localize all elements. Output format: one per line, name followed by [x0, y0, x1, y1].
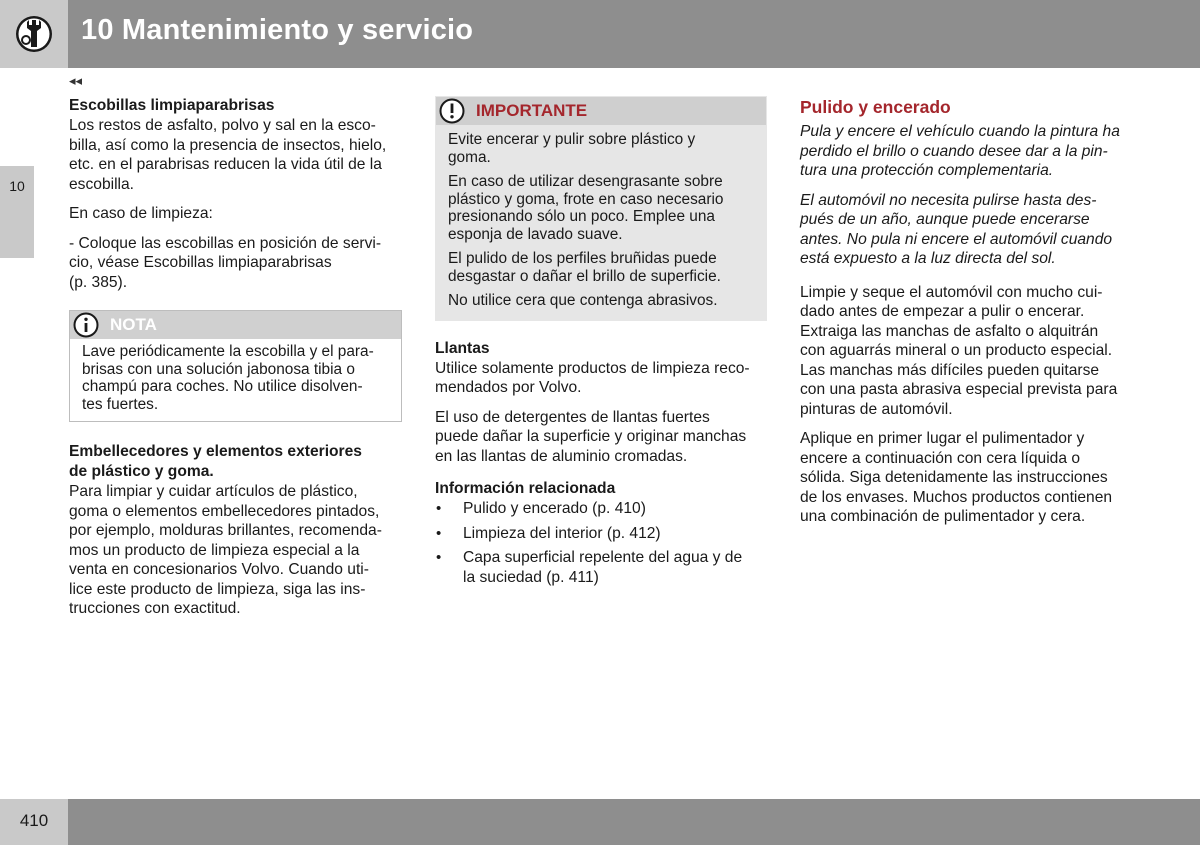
note-box — [69, 310, 402, 422]
column-middle — [435, 96, 767, 592]
note-body: Lave periódicamente la escobilla y el para- brisas con una solución jabonosa tibia o champú para coches. No utilice disolven- tes fuertes. — [82, 343, 374, 413]
wipers-paragraph-2: En caso de limpieza: — [69, 205, 213, 222]
important-label: IMPORTANTE — [476, 101, 588, 120]
important-paragraph-2: En caso de utilizar desengrasante sobre plástico y goma, frote en caso necesario presionando sólo un poco. Emplee una esponja de lavado suave. — [448, 173, 724, 243]
trim-heading: Embellecedores y elementos exteriores de plástico y goma. — [69, 443, 362, 480]
column-right — [800, 96, 1136, 537]
important-box — [435, 96, 767, 321]
important-box-header — [436, 97, 766, 125]
column-left — [69, 96, 402, 629]
wipers-page-ref[interactable]: (p. 385). — [69, 273, 128, 291]
chapter-tab-label: 10 — [9, 178, 25, 194]
info-icon — [73, 312, 99, 338]
polishing-intro-1: Pula y encere el vehículo cuando la pintura ha perdido el brillo o cuando desee dar a la pin- tura una protección complementaria. — [800, 123, 1120, 179]
polishing-paragraph-4: Aplique en primer lugar el pulimentador y encere a continuación con cera líquida o sólida. Siga detenidamente las instrucciones de los envases. Muchos productos contienen una combinación de pulimentador y cera. — [800, 430, 1113, 525]
related-link-interior-cleaning[interactable]: • Limpieza del interior (p. 412) — [436, 524, 661, 542]
important-body — [436, 125, 766, 320]
chapter-side-tab[interactable] — [0, 166, 34, 258]
wipers-heading: Escobillas limpiaparabrisas — [69, 97, 275, 114]
note-box-header — [70, 311, 401, 339]
chapter-title: 10 Mantenimiento y servicio — [81, 14, 474, 46]
related-info-heading: Información relacionada — [435, 480, 616, 497]
related-link-polishing[interactable]: • Pulido y encerado (p. 410) — [436, 500, 646, 517]
llantas-heading: Llantas — [435, 339, 490, 357]
wipers-paragraph-1: Los restos de asfalto, polvo y sal en la esco- billa, así como la presencia de insectos, hielo, etc. en el parabrisas reducen la vida útil de la escobilla. — [69, 117, 387, 193]
important-paragraph-4: No utilice cera que contenga abrasivos. — [448, 292, 718, 309]
wipers-paragraph-3: - Coloque las escobillas en posición de servi- cio, véase Escobillas limpiaparabrisas (p. 385). — [69, 234, 382, 291]
llantas-paragraph-2: El uso de detergentes de llantas fuertes puede dañar la superficie y originar manchas en las llantas de aluminio cromadas. — [435, 408, 747, 465]
polishing-paragraph-3: Limpie y seque el automóvil con mucho cui- dado antes de empezar a pulir o encerar. Extraiga las manchas de asfalto o alquitrán con aguarrás mineral o un producto especial. Las manchas más difíciles pueden quitarse con una pasta abrasiva especial prevista para pinturas de automóvil. — [800, 283, 1118, 418]
bullet: • — [436, 524, 442, 542]
warning-icon — [439, 98, 465, 124]
polishing-heading: Pulido y encerado — [800, 97, 951, 117]
page-number: 410 — [19, 811, 49, 830]
bullet: • — [436, 549, 442, 566]
chapter-icon-box — [0, 0, 68, 68]
chapter-header — [0, 0, 1200, 68]
back-reference-marker: ◂◂ — [69, 73, 83, 88]
bullet: • — [436, 500, 442, 517]
important-paragraph-3: El pulido de los perfiles bruñidas puede desgastar o dañar el brillo de superficie. — [448, 250, 721, 285]
wrench-gear-icon — [14, 14, 54, 54]
note-label: NOTA — [110, 315, 157, 334]
trim-paragraph: Para limpiar y cuidar artículos de plástico, goma o elementos embellecedores pintados, por ejemplo, molduras brillantes, recomenda- mos un producto de limpieza especial a la venta en concesionarios Volvo. Cuando uti- lice este producto de limpieza, siga las ins- trucciones con exactitud. — [69, 483, 382, 617]
related-links-list — [435, 499, 767, 587]
page-number-box — [0, 799, 68, 845]
page-footer — [0, 799, 1200, 845]
related-link-water-repellent-coating[interactable]: • Capa superficial repelente del agua y de la suciedad (p. 411) — [436, 549, 743, 586]
polishing-intro-2: El automóvil no necesita pulirse hasta des- pués de un año, aunque puede encerarse antes. No pula ni encere el automóvil cuando está expuesto a la luz directa del sol. — [800, 191, 1113, 267]
llantas-paragraph-1: Utilice solamente productos de limpieza reco- mendados por Volvo. — [435, 359, 750, 396]
important-paragraph-1: Evite encerar y pulir sobre plástico y goma. — [448, 131, 696, 166]
